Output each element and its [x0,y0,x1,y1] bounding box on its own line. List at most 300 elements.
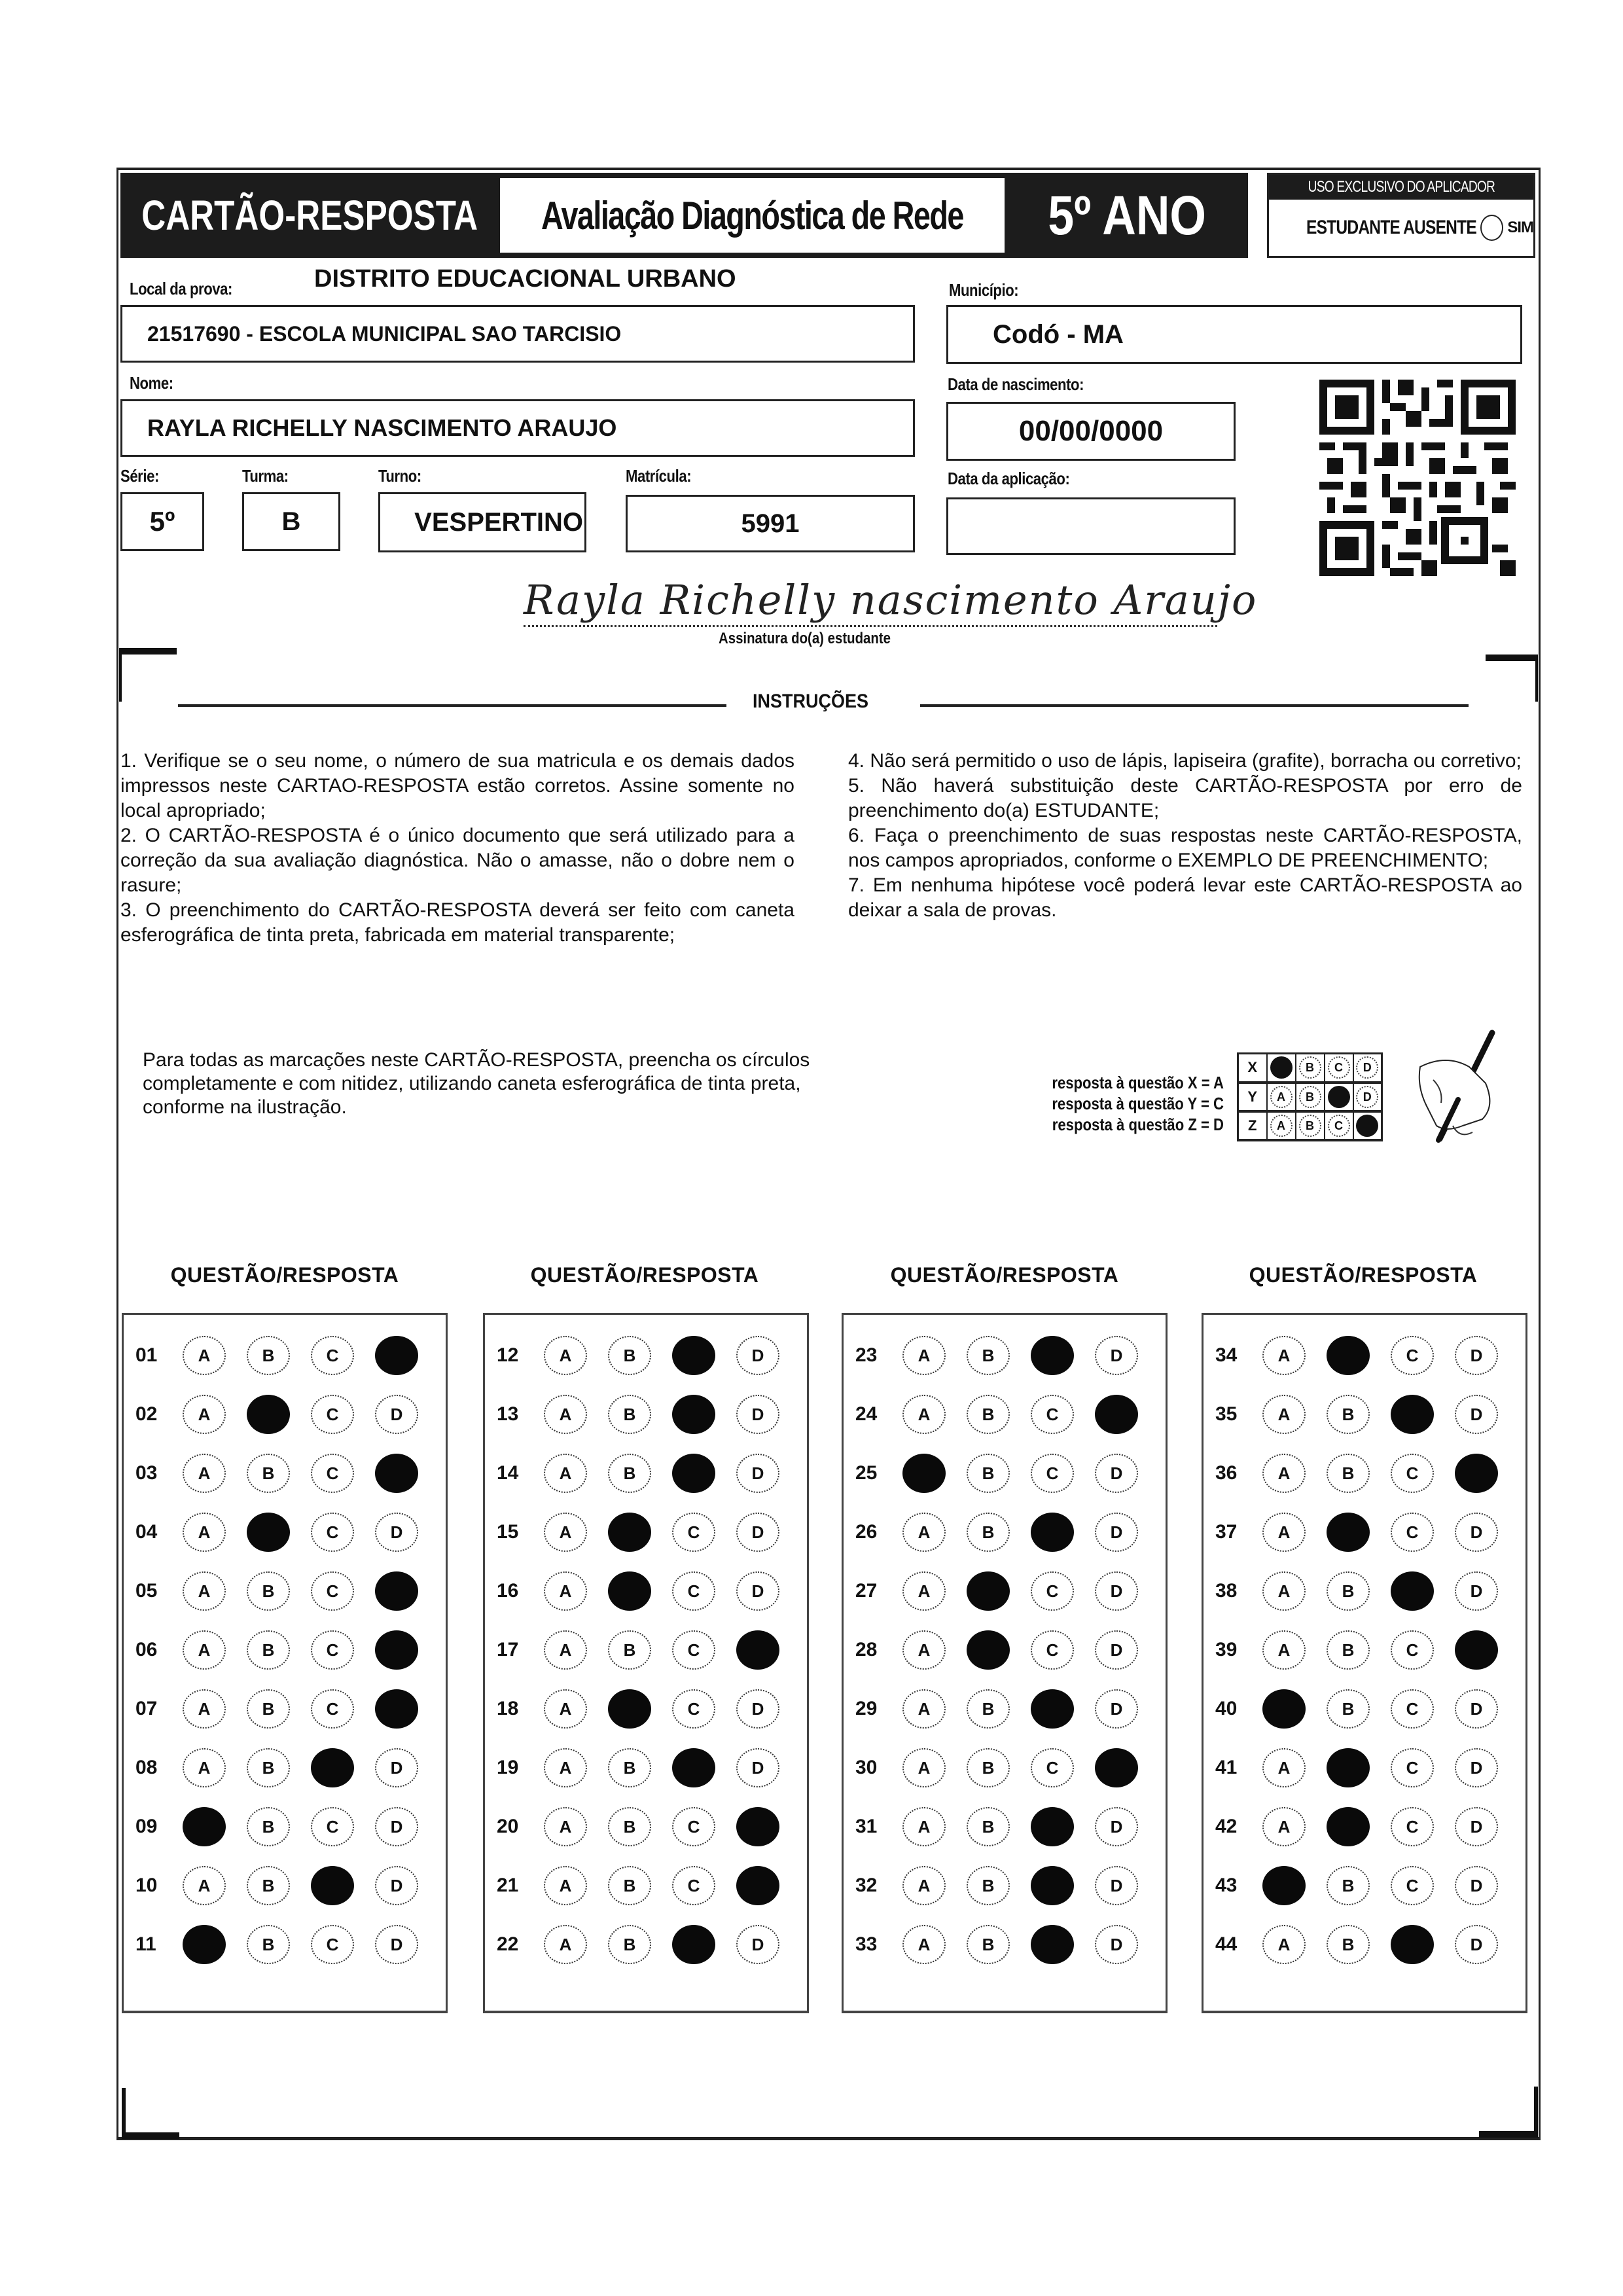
absent-row [1269,200,1533,256]
answer-bubble[interactable]: D [375,1513,418,1552]
question-number: 37 [1215,1521,1238,1543]
answer-bubble[interactable]: B [967,1513,1010,1552]
nascimento-label: Data de nascimento: [948,374,1084,394]
answer-bubble[interactable]: A [183,1866,226,1905]
question-number: 17 [497,1639,519,1660]
aplicacao-field[interactable] [946,497,1236,555]
turma-value: B [281,507,301,536]
answer-bubble[interactable]: A [544,1395,587,1434]
question-number: 13 [497,1403,519,1425]
answer-bubble-filled[interactable] [375,1689,418,1729]
answer-bubble-filled[interactable] [736,1866,779,1905]
example-row-z [1238,1111,1382,1140]
answer-bubble[interactable]: D [1455,1513,1498,1552]
answer-bubble-filled[interactable] [1391,1395,1434,1434]
answer-bubble[interactable]: A [544,1454,587,1493]
answer-bubble[interactable]: D [375,1807,418,1846]
answer-bubble-filled[interactable] [375,1454,418,1493]
answer-bubble[interactable]: B [1327,1395,1370,1434]
answer-bubble[interactable]: D [736,1395,779,1434]
answer-bubble[interactable]: B [247,1689,290,1729]
answer-row [124,1925,446,1964]
question-number: 20 [497,1816,519,1837]
answer-bubble[interactable]: D [1095,1513,1138,1552]
answer-bubble[interactable]: D [1095,1689,1138,1729]
answer-bubble[interactable]: C [672,1866,715,1905]
answer-row [1204,1571,1525,1611]
answer-bubble-filled[interactable] [1327,1807,1370,1846]
question-number: 34 [1215,1344,1238,1366]
answer-bubble[interactable]: D [1095,1571,1138,1611]
answer-bubble[interactable]: B [247,1807,290,1846]
answer-bubble-filled[interactable] [672,1748,715,1787]
answer-bubble[interactable]: C [672,1807,715,1846]
answer-bubble[interactable]: D [375,1925,418,1964]
answer-bubble[interactable]: C [1391,1748,1434,1787]
nome-field [120,399,915,457]
answer-bubble[interactable]: B [967,1807,1010,1846]
answer-bubble[interactable]: B [608,1454,651,1493]
answer-bubble[interactable]: A [183,1513,226,1552]
example-bubble: B [1299,1115,1321,1137]
answer-bubble[interactable]: B [1327,1454,1370,1493]
instructions-rule-right [920,704,1469,707]
answer-bubble[interactable]: A [544,1689,587,1729]
answer-row [124,1689,446,1729]
answer-bubble[interactable]: C [311,1807,354,1846]
turno-field [378,492,586,552]
answer-bubble[interactable]: A [902,1748,946,1787]
signature-caption: Assinatura do(a) estudante [719,630,891,647]
answer-bubble-filled[interactable] [183,1925,226,1964]
answer-row [1204,1748,1525,1787]
answer-bubble[interactable]: D [1455,1689,1498,1729]
answer-row [485,1748,807,1787]
answer-bubble-filled[interactable] [1031,1689,1074,1729]
answer-bubble[interactable]: A [544,1866,587,1905]
column-title: QUESTÃO/RESPOSTA [170,1263,399,1287]
question-number: 36 [1215,1462,1238,1484]
absent-bubble[interactable] [1480,215,1503,241]
answer-bubble[interactable]: B [1327,1630,1370,1670]
answer-row [124,1571,446,1611]
answer-bubble[interactable]: D [1455,1336,1498,1375]
answer-bubble[interactable]: B [1327,1571,1370,1611]
answer-bubble[interactable]: A [183,1689,226,1729]
answer-bubble-filled[interactable] [247,1513,290,1552]
question-number: 07 [135,1698,158,1719]
municipio-value: Codó - MA [993,319,1124,349]
answer-bubble[interactable]: D [1455,1571,1498,1611]
answer-bubble[interactable]: C [1391,1689,1434,1729]
answer-bubble-filled[interactable] [1031,1807,1074,1846]
answer-row [1204,1630,1525,1670]
question-number: 40 [1215,1698,1238,1719]
serie-field [120,492,204,551]
answer-column-2 [483,1313,809,2013]
example-bubble: D [1356,1056,1378,1079]
serie-value: 5º [149,506,175,537]
absent-option-label: SIM [1507,219,1533,236]
answer-row [124,1630,446,1670]
answer-bubble-filled[interactable] [1262,1866,1306,1905]
answer-bubble[interactable]: A [1262,1336,1306,1375]
municipio-label: Município: [949,280,1019,300]
student-signature: Rayla Richelly nascimento Araujo [524,576,1258,624]
answer-bubble[interactable]: D [1455,1395,1498,1434]
answer-bubble[interactable]: C [311,1689,354,1729]
answer-bubble-filled[interactable] [1031,1866,1074,1905]
answer-row [1204,1925,1525,1964]
example-legend [1041,1072,1224,1135]
answer-row [1204,1689,1525,1729]
answer-bubble[interactable]: A [902,1513,946,1552]
answer-bubble[interactable]: D [1095,1336,1138,1375]
answer-bubble[interactable]: A [1262,1807,1306,1846]
answer-row [844,1336,1166,1375]
answer-bubble-filled[interactable] [1262,1689,1306,1729]
answer-bubble[interactable]: A [902,1807,946,1846]
answer-bubble[interactable]: B [608,1336,651,1375]
answer-bubble[interactable]: B [608,1630,651,1670]
answer-bubble[interactable]: A [1262,1454,1306,1493]
question-number: 06 [135,1639,158,1660]
answer-row [1204,1866,1525,1905]
answer-row [485,1336,807,1375]
answer-row [844,1925,1166,1964]
example-legend-line: resposta à questão Y = C [1052,1094,1224,1113]
question-number: 14 [497,1462,519,1484]
column-title: QUESTÃO/RESPOSTA [1249,1263,1478,1287]
answer-bubble[interactable]: C [1391,1336,1434,1375]
turno-value: VESPERTINO [414,507,583,537]
answer-bubble-filled[interactable] [608,1571,651,1611]
answer-row [1204,1454,1525,1493]
answer-bubble-filled[interactable] [1327,1513,1370,1552]
answer-bubble[interactable]: C [672,1513,715,1552]
answer-bubble[interactable]: A [544,1748,587,1787]
answer-bubble[interactable]: B [247,1571,290,1611]
answer-bubble[interactable]: B [967,1336,1010,1375]
answer-bubble-filled[interactable] [1327,1336,1370,1375]
instruction-item: 4. Não será permitido o uso de lápis, lapiseira (grafite), borracha ou corretivo; [848,750,1522,772]
answer-bubble[interactable]: C [311,1571,354,1611]
nascimento-field [946,402,1236,461]
nome-label: Nome: [130,373,173,393]
answer-bubble-filled[interactable] [311,1748,354,1787]
serie-label: Série: [120,466,159,486]
answer-bubble[interactable]: B [967,1454,1010,1493]
instructions-rule-left [178,704,726,707]
answer-bubble-filled[interactable] [672,1925,715,1964]
answer-row [844,1748,1166,1787]
answer-bubble[interactable]: C [672,1630,715,1670]
question-number: 33 [855,1933,878,1955]
answer-bubble[interactable]: B [608,1866,651,1905]
column-title: QUESTÃO/RESPOSTA [890,1263,1119,1287]
matricula-value: 5991 [741,509,800,538]
example-legend-line: resposta à questão Z = D [1052,1115,1224,1134]
aplicacao-label: Data da aplicação: [948,469,1070,488]
answer-bubble[interactable]: D [1095,1925,1138,1964]
answer-bubble-filled[interactable] [608,1689,651,1729]
instructions-right-column [848,749,1522,923]
instruction-item: 3. O preenchimento do CARTÃO-RESPOSTA deverá ser feito com caneta esferográfica de tinta preta, fabricada em material transparente; [120,899,794,946]
question-number: 30 [855,1757,878,1778]
question-number: 01 [135,1344,158,1366]
answer-bubble[interactable]: A [1262,1513,1306,1552]
answer-bubble-filled[interactable] [183,1807,226,1846]
district-name: DISTRITO EDUCACIONAL URBANO [314,265,736,293]
question-number: 02 [135,1403,158,1425]
answer-bubble-filled[interactable] [967,1630,1010,1670]
answer-bubble[interactable]: A [183,1454,226,1493]
answer-bubble[interactable]: A [902,1395,946,1434]
answer-bubble[interactable]: A [902,1866,946,1905]
answer-bubble[interactable]: B [1327,1689,1370,1729]
answer-bubble[interactable]: A [544,1630,587,1670]
absent-label: ESTUDANTE AUSENTE [1306,217,1476,238]
answer-bubble[interactable]: C [1391,1866,1434,1905]
answer-row [124,1807,446,1846]
example-row-x [1238,1054,1382,1083]
answer-bubble-filled[interactable] [1391,1571,1434,1611]
answer-bubble-filled[interactable] [1391,1925,1434,1964]
answer-bubble-filled[interactable] [902,1454,946,1493]
answer-bubble[interactable]: B [1327,1925,1370,1964]
question-number: 16 [497,1580,519,1602]
answer-row [844,1866,1166,1905]
answer-bubble[interactable]: A [902,1630,946,1670]
answer-bubble[interactable]: C [311,1925,354,1964]
answer-bubble[interactable]: A [902,1925,946,1964]
assessment-subtitle-text: Avaliação Diagnóstica de Rede [541,193,963,238]
question-number: 08 [135,1757,158,1778]
example-bubble-filled [1356,1115,1378,1137]
answer-bubble[interactable]: D [736,1336,779,1375]
applicator-title-text: USO EXCLUSIVO DO APLICADOR [1308,178,1495,196]
answer-bubble[interactable]: A [1262,1748,1306,1787]
answer-bubble[interactable]: A [183,1748,226,1787]
answer-bubble-filled[interactable] [375,1336,418,1375]
answer-bubble[interactable]: A [544,1571,587,1611]
example-grid [1237,1052,1383,1141]
answer-bubble[interactable]: C [311,1336,354,1375]
answer-bubble[interactable]: A [183,1395,226,1434]
answer-row [844,1454,1166,1493]
question-number: 39 [1215,1639,1238,1660]
answer-row [844,1807,1166,1846]
question-number: 12 [497,1344,519,1366]
answer-bubble[interactable]: A [544,1513,587,1552]
example-row-label: X [1238,1054,1267,1083]
answer-bubble[interactable]: A [544,1807,587,1846]
answer-column-1 [122,1313,448,2013]
question-number: 41 [1215,1757,1238,1778]
answer-bubble[interactable]: A [544,1336,587,1375]
answer-bubble[interactable]: C [672,1571,715,1611]
answer-bubble[interactable]: B [608,1748,651,1787]
question-number: 21 [497,1874,519,1896]
question-number: 27 [855,1580,878,1602]
answer-bubble-filled[interactable] [1455,1454,1498,1493]
answer-bubble[interactable]: B [247,1925,290,1964]
answer-row [844,1395,1166,1434]
answer-bubble[interactable]: D [1455,1866,1498,1905]
answer-row [844,1689,1166,1729]
answer-bubble[interactable]: D [736,1454,779,1493]
answer-row [124,1395,446,1434]
answer-bubble[interactable]: D [736,1513,779,1552]
answer-row [485,1866,807,1905]
answer-row [124,1336,446,1375]
answer-bubble[interactable]: C [1031,1748,1074,1787]
answer-bubble[interactable]: A [902,1336,946,1375]
answer-row [485,1630,807,1670]
answer-bubble[interactable]: B [967,1395,1010,1434]
corner-mark-bottom-right [1479,2087,1538,2138]
answer-bubble[interactable]: A [183,1336,226,1375]
answer-row [124,1454,446,1493]
answer-bubble[interactable]: C [311,1395,354,1434]
answer-bubble[interactable]: D [1095,1866,1138,1905]
answer-row [485,1513,807,1552]
corner-mark-top-right [1486,655,1538,702]
answer-row [1204,1395,1525,1434]
answer-bubble[interactable]: A [544,1925,587,1964]
instruction-item: 7. Em nenhuma hipótese você poderá levar este CARTÃO-RESPOSTA ao deixar a sala de provas. [848,874,1522,921]
answer-bubble[interactable]: D [1455,1807,1498,1846]
answer-bubble[interactable]: A [1262,1571,1306,1611]
answer-bubble[interactable]: D [1095,1454,1138,1493]
answer-bubble[interactable]: A [1262,1925,1306,1964]
answer-bubble-filled[interactable] [1327,1748,1370,1787]
answer-bubble-filled[interactable] [375,1630,418,1670]
answer-bubble[interactable]: B [608,1925,651,1964]
answer-bubble-filled[interactable] [736,1630,779,1670]
answer-bubble[interactable]: D [375,1866,418,1905]
applicator-box [1267,173,1535,258]
answer-bubble[interactable]: B [967,1689,1010,1729]
answer-bubble[interactable]: A [183,1630,226,1670]
corner-mark-bottom-left [122,2088,179,2139]
answer-bubble[interactable]: C [1031,1571,1074,1611]
answer-bubble[interactable]: D [736,1689,779,1729]
turma-field [242,492,340,551]
answer-bubble[interactable]: D [736,1748,779,1787]
answer-bubble[interactable]: D [736,1925,779,1964]
answer-row [844,1630,1166,1670]
answer-bubble[interactable]: B [1327,1866,1370,1905]
question-number: 43 [1215,1874,1238,1896]
answer-bubble-filled[interactable] [1031,1925,1074,1964]
answer-bubble-filled[interactable] [672,1336,715,1375]
answer-bubble[interactable]: A [183,1571,226,1611]
answer-bubble-filled[interactable] [1031,1336,1074,1375]
answer-bubble[interactable]: D [736,1571,779,1611]
answer-bubble[interactable]: C [1391,1807,1434,1846]
answer-bubble[interactable]: B [967,1748,1010,1787]
answer-bubble[interactable]: C [1031,1395,1074,1434]
answer-bubble-filled[interactable] [1455,1630,1498,1670]
instruction-item: 5. Não haverá substituição deste CARTÃO-RESPOSTA por erro de preenchimento do(a) ESTUDANTE; [848,775,1522,821]
assessment-subtitle [499,177,1006,254]
answer-bubble[interactable]: B [967,1925,1010,1964]
answer-bubble-filled[interactable] [967,1571,1010,1611]
answer-bubble[interactable]: C [1391,1454,1434,1493]
question-number: 15 [497,1521,519,1543]
answer-bubble-filled[interactable] [608,1513,651,1552]
answer-bubble[interactable]: C [1031,1630,1074,1670]
answer-bubble[interactable]: D [375,1395,418,1434]
answer-row [1204,1336,1525,1375]
answer-bubble[interactable]: A [1262,1395,1306,1434]
answer-row [124,1513,446,1552]
answer-row [485,1395,807,1434]
answer-bubble-filled[interactable] [311,1866,354,1905]
answer-bubble[interactable]: D [1095,1807,1138,1846]
school-value: 21517690 - ESCOLA MUNICIPAL SAO TARCISIO [147,321,622,346]
grade-year [1006,173,1248,258]
answer-bubble-filled[interactable] [672,1395,715,1434]
answer-bubble[interactable]: C [311,1630,354,1670]
answer-bubble[interactable]: C [1031,1454,1074,1493]
answer-bubble-filled[interactable] [1095,1395,1138,1434]
answer-bubble[interactable]: C [1391,1630,1434,1670]
answer-bubble-filled[interactable] [672,1454,715,1493]
answer-bubble-filled[interactable] [736,1807,779,1846]
applicator-title [1269,175,1533,200]
answer-bubble[interactable]: A [902,1571,946,1611]
answer-bubble[interactable]: B [247,1748,290,1787]
answer-column-3 [842,1313,1168,2013]
question-number: 03 [135,1462,158,1484]
answer-bubble[interactable]: C [311,1454,354,1493]
answer-bubble[interactable]: C [672,1689,715,1729]
answer-bubble-filled[interactable] [1031,1513,1074,1552]
answer-bubble[interactable]: B [608,1807,651,1846]
example-legend-line: resposta à questão X = A [1052,1073,1224,1092]
answer-bubble-filled[interactable] [375,1571,418,1611]
answer-bubble[interactable]: C [311,1513,354,1552]
answer-bubble[interactable]: A [1262,1630,1306,1670]
answer-bubble[interactable]: D [1095,1630,1138,1670]
answer-bubble[interactable]: B [247,1454,290,1493]
answer-bubble[interactable]: C [1391,1513,1434,1552]
instructions-left-column [120,749,794,948]
answer-bubble[interactable]: A [902,1689,946,1729]
fill-instructions: Para todas as marcações neste CARTÃO-RESPOSTA, preencha os círculos completamente e com nitidez, utilizando caneta esferográfica de tinta preta, conforme na ilustração. [143,1049,810,1118]
answer-bubble[interactable]: B [247,1866,290,1905]
question-number: 19 [497,1757,519,1778]
answer-row [844,1571,1166,1611]
answer-bubble[interactable]: B [608,1395,651,1434]
answer-bubble[interactable]: B [247,1336,290,1375]
answer-bubble-filled[interactable] [247,1395,290,1434]
turma-label: Turma: [242,466,289,486]
answer-column-4 [1202,1313,1527,2013]
answer-bubble[interactable]: B [247,1630,290,1670]
answer-bubble[interactable]: D [1455,1925,1498,1964]
answer-bubble[interactable]: D [1455,1748,1498,1787]
nome-value: RAYLA RICHELLY NASCIMENTO ARAUJO [147,414,617,441]
example-bubble-filled [1270,1056,1293,1079]
question-number: 44 [1215,1933,1238,1955]
answer-bubble-filled[interactable] [1095,1748,1138,1787]
answer-bubble[interactable]: B [967,1866,1010,1905]
matricula-label: Matrícula: [626,466,692,486]
answer-bubble[interactable]: D [375,1748,418,1787]
